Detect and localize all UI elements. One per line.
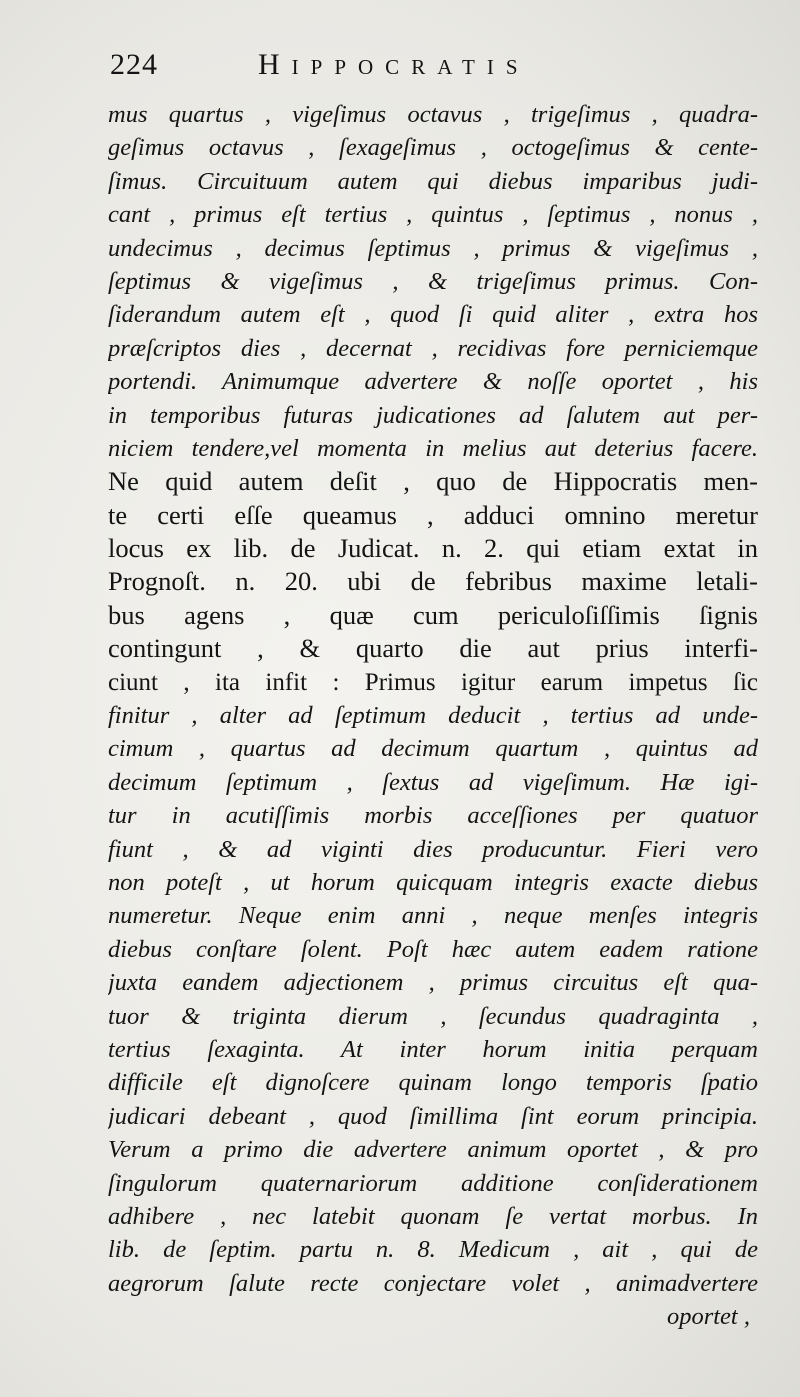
- text-line: tuor & triginta dierum , ſecundus quadraginta ,: [108, 1002, 758, 1030]
- text-line: undecimus , decimus ſeptimus , primus & vigeſimus ,: [108, 234, 758, 262]
- text-line: cant , primus eſt tertius , quintus , ſeptimus , nonus ,: [108, 201, 758, 229]
- text-line: præſcriptos dies , decernat , recidivas fore perniciemque: [108, 334, 758, 362]
- text-line: finitur , alter ad ſeptimum deducit , tertius ad unde-: [108, 702, 758, 730]
- text-line: non poteſt , ut horum quicquam integris exacte diebus: [108, 868, 758, 896]
- text-line: adhibere , nec latebit quonam ſe vertat morbus. In: [108, 1202, 758, 1230]
- page-number: 224: [110, 48, 158, 81]
- text-line: locus ex lib. de Judicat. n. 2. qui etiam extat in: [108, 533, 758, 564]
- text-line: juxta eandem adjectionem , primus circuitus eſt qua-: [108, 969, 758, 997]
- text-line: te certi eſſe queamus , adduci omnino meretur: [108, 499, 758, 530]
- text-line: Ne quid autem deſit , quo de Hippocratis men-: [108, 466, 758, 497]
- text-line: difficile eſt dignoſcere quinam longo temporis ſpatio: [108, 1069, 758, 1097]
- text-line: cimum , quartus ad decimum quartum , quintus ad: [108, 735, 758, 763]
- text-line: diebus conſtare ſolent. Poſt hæc autem eadem ratione: [108, 935, 758, 963]
- text-line: in temporibus futuras judicationes ad ſalutem aut per-: [108, 401, 758, 429]
- text-line: Prognoſt. n. 20. ubi de febribus maxime letali-: [108, 566, 758, 597]
- text-line: niciem tendere,vel momenta in melius aut deterius facere.: [108, 434, 758, 462]
- text-line: decimum ſeptimum , ſextus ad vigeſimum. Hæ igi-: [108, 768, 758, 796]
- text-line: bus agens , quæ cum periculoſiſſimis ſignis: [108, 599, 758, 630]
- text-line: Verum a primo die advertere animum oportet , & pro: [108, 1136, 758, 1164]
- text-line: lib. de ſeptim. partu n. 8. Medicum , ait , qui de: [108, 1236, 758, 1264]
- running-title: Hippocratis: [258, 48, 530, 81]
- catchword: oportet ,: [666, 1303, 750, 1331]
- text-line: mus quartus , vigeſimus octavus , trigeſimus , quadra-: [108, 101, 758, 128]
- text-line: ſimus. Circuituum autem qui diebus imparibus judi-: [108, 167, 758, 195]
- text-line: tertius ſexaginta. At inter horum initia perquam: [108, 1035, 758, 1063]
- text-line: contingunt , & quarto die aut prius interfi-: [108, 633, 758, 664]
- text-line: fiunt , & ad viginti dies producuntur. Fieri vero: [108, 835, 758, 863]
- text-line: geſimus octavus , ſexageſimus , octogeſimus & cente-: [108, 134, 758, 162]
- text-line: portendi. Animumque advertere & noſſe oportet , his: [108, 368, 758, 396]
- body-text: [108, 98, 758, 1333]
- text-line: judicari debeant , quod ſimillima ſint eorum principia.: [108, 1102, 758, 1130]
- text-line: ciunt , ita infit : Primus igitur earum impetus ſic: [108, 668, 758, 696]
- text-line: ſingulorum quaternariorum additione conſiderationem: [108, 1169, 758, 1197]
- text-line: ſiderandum autem eſt , quod ſi quid aliter , extra hos: [108, 301, 758, 329]
- text-line: aegrorum ſalute recte conjectare volet , animadvertere: [108, 1269, 758, 1297]
- text-line: numeretur. Neque enim anni , neque menſes integris: [108, 902, 758, 930]
- text-line: ſeptimus & vigeſimus , & trigeſimus primus. Con-: [108, 267, 758, 295]
- text-line: tur in acutiſſimis morbis acceſſiones per quatuor: [108, 802, 758, 830]
- running-head: [110, 48, 650, 88]
